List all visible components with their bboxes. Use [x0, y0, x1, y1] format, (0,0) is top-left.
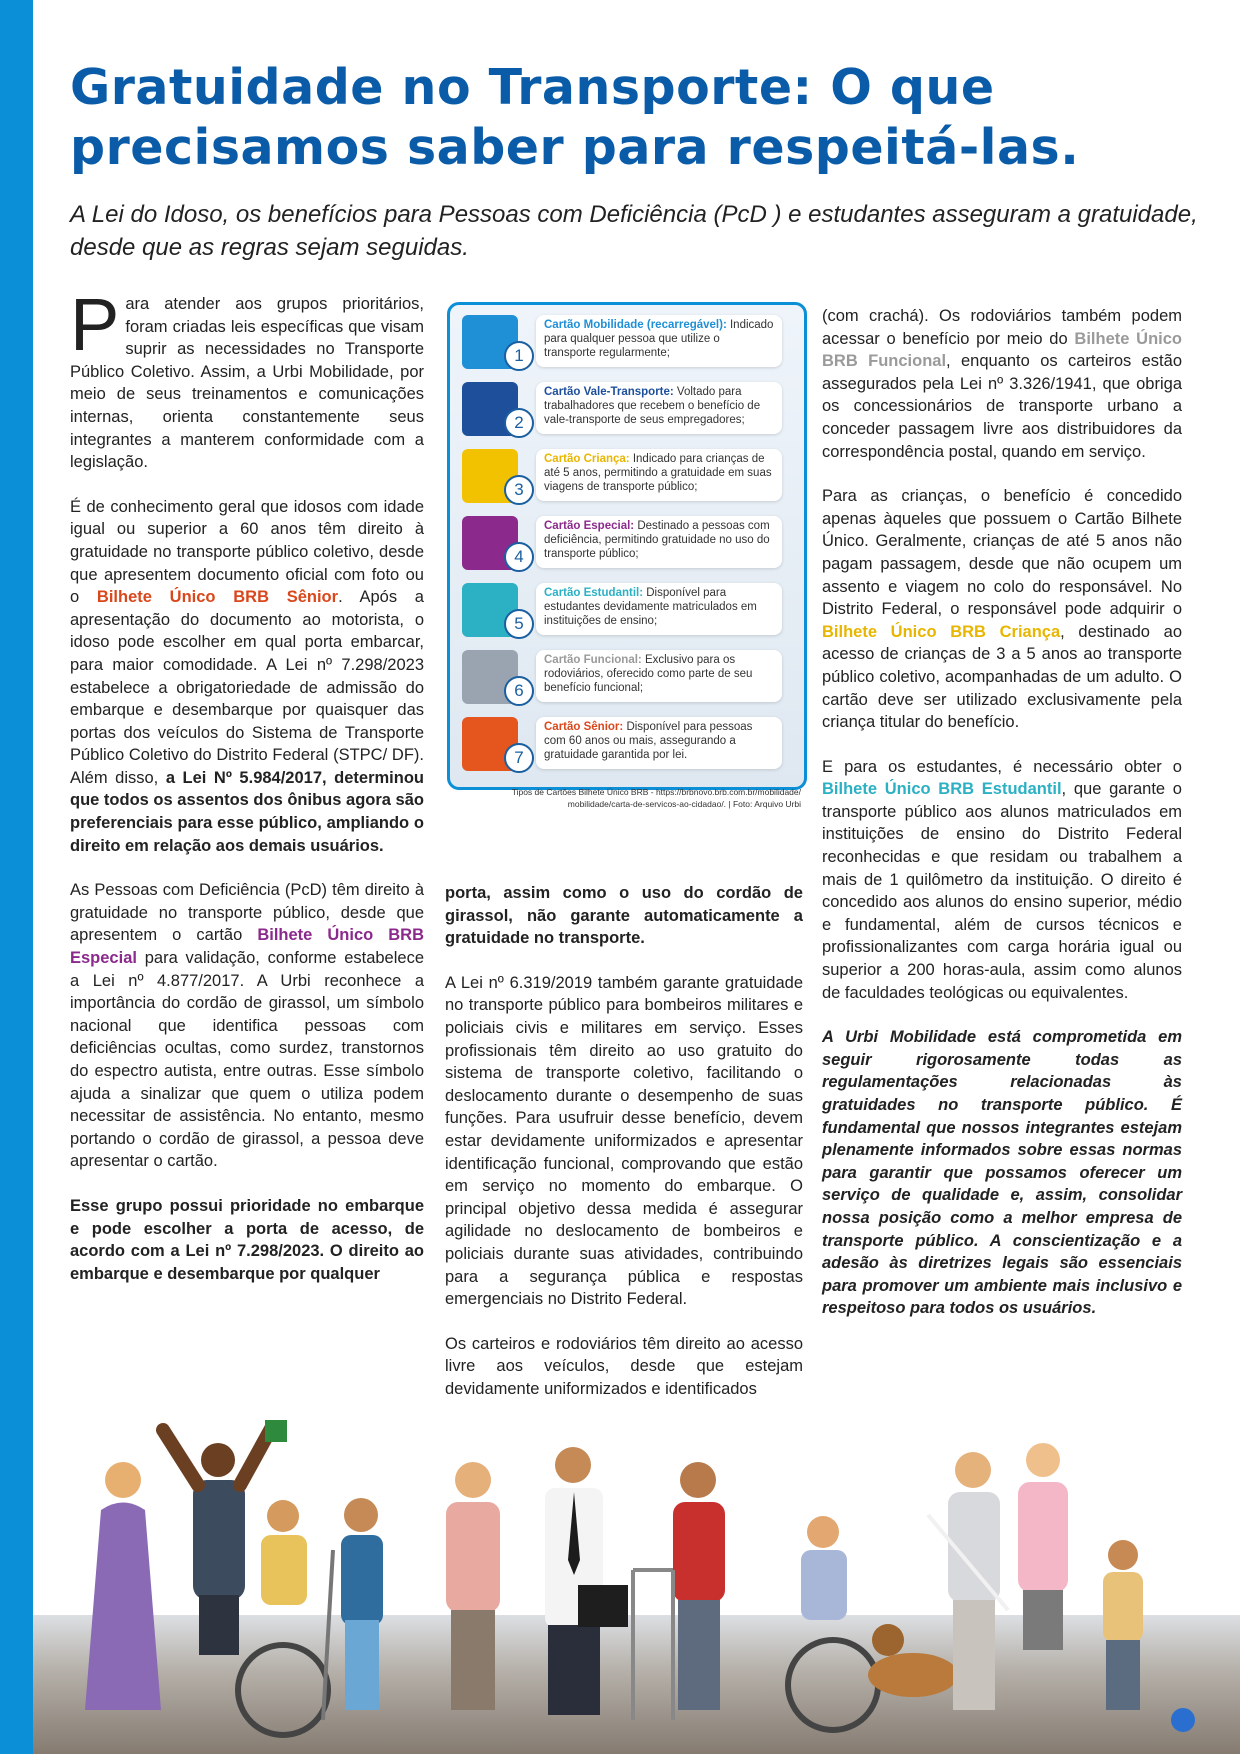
paragraph-students — [822, 756, 1182, 1005]
side-accent-bar — [0, 0, 33, 1754]
paragraph-text: As Pessoas com Deficiência (PcD) têm direito à gratuidade no transporte público, desde que apresentem o cartão — [70, 881, 424, 945]
card-row — [462, 313, 792, 371]
paragraph-postmen: Os carteiros e rodoviários têm direito ao acesso livre aos veículos, desde que estejam devidamente uniformizados e identificados — [445, 1334, 803, 1398]
card-title: Cartão Vale-Transporte: — [544, 386, 674, 398]
card-desc-text: Indicado para crianças de até 5 anos, permitindo a gratuidade em suas viagens de transporte público; — [544, 453, 772, 493]
paragraph-closing: A Urbi Mobilidade está comprometida em seguir rigorosamente todas as regulamentações relacionadas às gratuidades no transporte público. É fundamental que nossos integrantes estejam plenamente informados sobre essas normas para garantir que possamos oferecer um serviço de qualidade e, assim, consolidar nossa posição como a melhor empresa de transporte público. A conscientização e a adesão às diretrizes legais são essenciais para promover um ambiente mais inclusivo e respeitoso para todos os usuários. — [822, 1028, 1182, 1318]
card-description — [536, 717, 782, 769]
bold-law-text: a Lei Nº 5.984/2017, determinou que todos os assentos dos ônibus agora são preferenciais para esse público, ampliando o direito em relação aos demais usuários. — [70, 768, 424, 855]
card-row — [462, 648, 792, 706]
card-description — [536, 516, 782, 568]
card-title: Cartão Sênior: — [544, 721, 624, 733]
card-description — [536, 315, 782, 367]
card-desc-text: Exclusivo para os rodoviários, oferecido como parte de seu benefício funcional; — [544, 654, 753, 694]
card-number: 6 — [504, 676, 534, 706]
article-column-3 — [822, 305, 1182, 1342]
highlight-senior-card: Bilhete Único BRB Sênior — [96, 588, 339, 607]
card-desc-text: Voltado para trabalhadores que recebem o benefício de vale-transporte de seus empregadores; — [544, 386, 761, 426]
card-number: 7 — [504, 743, 534, 773]
paragraph-text: , enquanto os carteiros estão assegurados pela Lei nº 3.326/1941, que obriga os concessionários de transporte urbano a conceder passagem livre aos distribuidores da correspondência postal, quando em serviço. — [822, 352, 1182, 461]
highlight-functional-card: Bilhete Único BRB Funcional — [822, 329, 1183, 371]
paragraph-text: . Após a apresentação do documento ao motorista, o idoso pode escolher em qual porta embarcar, para maior comodidade. A Lei nº 7.298/2023 estabelece a obrigatoriedade de admissão do embarque e desembarque por quaisquer das portas dos veículos do Sistema de Transporte Público Coletivo do Distrito Federal (STPC/ DF). Além disso, — [70, 588, 424, 787]
card-title: Cartão Funcional: — [544, 654, 642, 666]
card-number: 5 — [504, 609, 534, 639]
people-illustration — [33, 1420, 1240, 1754]
paragraph-text: Para as crianças, o benefício é concedido apenas àqueles que possuem o Cartão Bilhete Único. Geralmente, crianças de até 5 anos não pagam passagem, desde que não ocupem um assento e viagem no colo do responsável. No Distrito Federal, o responsável pode adquirir o — [822, 487, 1182, 619]
card-title: Cartão Estudantil: — [544, 587, 644, 599]
card-row — [462, 581, 792, 639]
card-number: 2 — [504, 408, 534, 438]
page-subtitle: A Lei do Idoso, os benefícios para Pessoas com Deficiência (PcD ) e estudantes asseguram a gratuidade, desde que as regras sejam seguidas. — [70, 201, 1198, 261]
card-row — [462, 447, 792, 505]
card-number: 1 — [504, 341, 534, 371]
card-number: 3 — [504, 475, 534, 505]
article-column-2 — [445, 882, 803, 1422]
paragraph-text: ara atender aos grupos prioritários, foram criadas leis específicas que visam suprir as necessidades no Transporte Público Coletivo. Assim, a Urbi Mobilidade, por meio de seus treinamentos e comunicações internas, orienta constantemente seus integrantes a manterem conformidade com a legislação. — [70, 295, 424, 472]
card-description — [536, 449, 782, 501]
drop-cap: P — [70, 283, 120, 366]
figure-caption: Tipos de Cartões Bilhete Único BRB - https://brbnovo.brb.com.br/mobilidade/ mobilidade/carta-de-servicos-ao-cidadao/. | Foto: Arquivo Urbi — [511, 787, 801, 809]
paragraph-elderly — [70, 496, 424, 858]
highlight-special-card: Bilhete Único BRB Especial — [70, 926, 424, 968]
people-figures — [33, 1420, 1240, 1754]
paragraph-pcd — [70, 879, 424, 1173]
paragraph-priority — [70, 1195, 424, 1285]
paragraph-text: , que garante o transporte público aos alunos matriculados em instituições de ensino do Distrito Federal reconhecidas e que residam ou trabalhem a mais de 1 quilômetro da instituição. O direito é concedido aos alunos do ensino superior, médio e fundamental, além de cursos técnicos e profissionalizantes com carga horária igual ou superior a 200 horas-aula, assim como alunos de faculdades teológicas ou equivalentes. — [822, 780, 1182, 1002]
paragraph-children — [822, 485, 1182, 734]
card-desc-text: Disponível para estudantes devidamente matriculados em instituições de ensino; — [544, 587, 757, 627]
paragraph-firefighters: A Lei nº 6.319/2019 também garante gratuidade no transporte público para bombeiros militares e policiais civis e militares em serviço. Esses profissionais têm direito ao uso gratuito do sistema de transporte coletivo, facilitando o deslocamento durante o desempenho de suas funções. Para usufruir desse benefício, devem estar devidamente uniformizados e apresentar identificação funcional, comprovando que estão em serviço no momento do embarque. O principal objetivo dessa medida é assegurar agilidade no deslocamento de bombeiros e policiais durante suas atividades, contribuindo para a segurança pública e respostas emergenciais no Distrito Federal. — [445, 973, 803, 1309]
paragraph-text: E para os estudantes, é necessário obter o — [822, 757, 1182, 776]
paragraph-intro — [70, 283, 424, 474]
card-desc-text: Indicado para qualquer pessoa que utilize o transporte regularmente; — [544, 319, 774, 359]
highlight-child-card: Bilhete Único BRB Criança — [822, 622, 1061, 641]
card-description — [536, 382, 782, 434]
paragraph-text: , destinado ao acesso de crianças de 3 a 5 anos ao transporte público coletivo, acompanhadas de um adulto. O cartão deve ser utilizado exclusivamente pela criança titular do benefício. — [822, 622, 1183, 732]
card-title: Cartão Mobilidade (recarregável): — [544, 319, 727, 331]
card-description — [536, 650, 782, 702]
card-description — [536, 583, 782, 635]
paragraph-functional — [822, 305, 1182, 463]
card-number: 4 — [504, 542, 534, 572]
article-column-1 — [70, 283, 424, 1307]
card-title: Cartão Criança: — [544, 453, 630, 465]
paragraph-text: É de conhecimento geral que idosos com idade igual ou superior a 60 anos têm direito à gratuidade no transporte público coletivo, desde que apresentem documento oficial com foto ou o — [70, 497, 424, 607]
card-title: Cartão Especial: — [544, 520, 635, 532]
paragraph-text: (com crachá). Os rodoviários também podem acessar o benefício por meio do — [822, 307, 1182, 348]
paragraph-continuation — [445, 882, 803, 950]
bold-priority-text: Esse grupo possui prioridade no embarque e pode escolher a porta de acesso, de acordo com a Lei nº 7.298/2023. O direito ao embarque e desembarque por qualquer — [70, 1196, 424, 1283]
card-row — [462, 380, 792, 438]
highlight-student-card: Bilhete Único BRB Estudantil — [822, 780, 1062, 799]
card-desc-text: Destinado a pessoas com deficiência, permitindo gratuidade no uso do transporte público; — [544, 520, 770, 560]
paragraph-text: para validação, conforme estabelece a Lei nº 4.877/2017. A Urbi reconhece a importância do cordão de girassol, um símbolo nacional que identifica pessoas com deficiências ocultas, como surdez, transtornos do espectro autista, entre outras. Esse símbolo ajuda a sinalizar que quem o utiliza podem necessitar de assistência. No entanto, mesmo portando o cordão de girassol, a pessoa deve apresentar o cartão. — [70, 949, 424, 1171]
page-title: Gratuidade no Transporte: O que precisamos saber para respeitá-las. — [70, 59, 1080, 176]
bold-continuation-text: porta, assim como o uso do cordão de girassol, não garante automaticamente a gratuidade no transporte. — [445, 884, 803, 948]
card-row — [462, 514, 792, 572]
card-row — [462, 715, 792, 773]
card-types-figure — [447, 302, 807, 790]
card-desc-text: Disponível para pessoas com 60 anos ou mais, assegurando a gratuidade garantida por lei. — [544, 721, 753, 761]
